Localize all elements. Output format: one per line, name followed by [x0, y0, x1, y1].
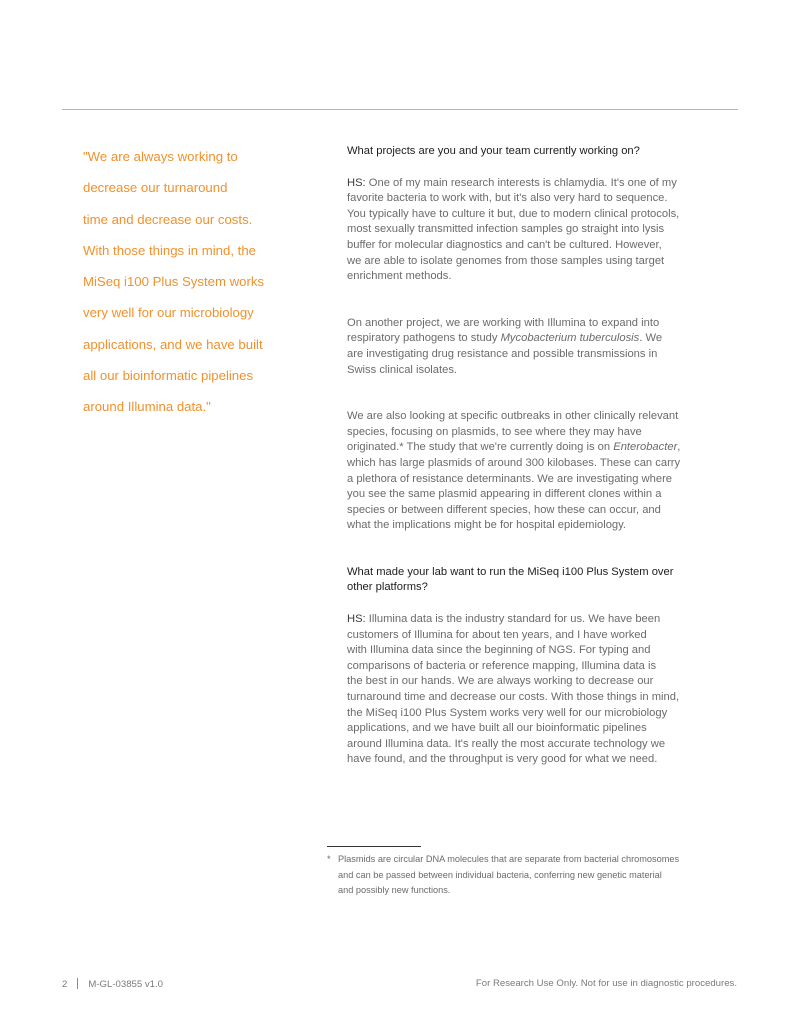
page-number: 2 — [62, 979, 68, 990]
footnote-line: Plasmids are circular DNA molecules that are separate from bacterial chromosomes — [338, 854, 680, 864]
genus-name: Enterobacter — [613, 441, 678, 454]
question-2 — [347, 565, 727, 596]
footer-disclaimer: For Research Use Only. Not for use in diagnostic procedures. — [475, 978, 737, 989]
answer-line: species or between different species, how these can occur, and — [347, 503, 661, 516]
answer-line: buffer for molecular diagnostics and can't be cultured. However, — [347, 238, 662, 251]
answer-line: with Illumina data since the beginning of NGS. For typing and — [347, 644, 651, 657]
answer-line: the MiSeq i100 Plus System works very well for our microbiology — [347, 706, 668, 719]
answer-line: the best in our hands. We are always working to decrease our — [347, 675, 654, 688]
footnote-line: and can be passed between individual bacteria, conferring new genetic material — [338, 869, 662, 880]
top-rule — [62, 109, 738, 110]
answer-line: species, focusing on plasmids, to see where they may have — [347, 425, 642, 438]
pull-quote — [83, 141, 298, 423]
answer-line: customers of Illumina for about ten years, and I have worked — [347, 628, 647, 641]
species-name: Mycobacterium tuberculosis — [500, 332, 640, 345]
answer-line: most sexually transmitted infection samples go straight into lysis — [347, 223, 665, 236]
footer-separator — [77, 978, 78, 989]
answer-line: enrichment methods. — [347, 270, 452, 283]
answer-line: we are able to isolate genomes from those samples using target — [347, 254, 665, 267]
answer-line: turnaround time and decrease our costs. With those things in mind, — [347, 691, 680, 704]
answer-line: comparisons of bacteria or reference mapping, Illumina data is — [347, 659, 657, 672]
answer-line: We are also looking at specific outbreaks in other clinically relevant — [347, 410, 679, 423]
answer-line: around Illumina data. It's really the most accurate technology we — [347, 737, 666, 750]
footnote — [327, 852, 747, 899]
answer-line: what the implications might be for hospital epidemiology. — [347, 519, 627, 532]
answer-line: favorite bacteria to work with, but it's also very hard to sequence. — [347, 192, 668, 205]
pull-quote-line: time and decrease our costs. — [83, 211, 253, 227]
answer-line: One of my main research interests is chlamydia. It's one of my — [365, 176, 677, 189]
answer-line: You typically have to culture it but, due to modern clinical protocols, — [347, 207, 680, 220]
answer-line: , — [677, 441, 681, 454]
pull-quote-line: decrease our turnaround — [83, 180, 228, 196]
pull-quote-line: With those things in mind, the — [83, 242, 256, 258]
answer-line: applications, and we have built all our bioinformatic pipelines — [347, 722, 647, 735]
answer-line: respiratory pathogens to study — [347, 332, 501, 345]
answer-line: Swiss clinical isolates. — [347, 363, 458, 376]
question-line: What made your lab want to run the MiSeq i100 Plus System over — [347, 565, 674, 578]
pull-quote-line: MiSeq i100 Plus System works — [83, 274, 265, 290]
answer-line: you see the same plasmid appearing in different clones within a — [347, 488, 662, 501]
answer-line: Illumina data is the industry standard for us. We have been — [365, 613, 661, 626]
footnote-line: and possibly new functions. — [338, 885, 451, 896]
question-line: other platforms? — [347, 581, 428, 594]
footnote-mark: * — [327, 854, 331, 864]
answer-4 — [347, 612, 727, 768]
answer-2 — [347, 316, 727, 378]
answer-3 — [347, 409, 727, 534]
pull-quote-line: "We are always working to — [83, 149, 238, 164]
speaker-label: HS: — [347, 176, 366, 189]
answer-line: On another project, we are working with Illumina to expand into — [347, 316, 660, 329]
answer-line: have found, and the throughput is very good for what we need. — [347, 753, 658, 766]
footer-left — [62, 978, 163, 990]
answer-1 — [347, 176, 727, 285]
answer-line: are investigating drug resistance and possible transmissions in — [347, 347, 658, 360]
interview-body — [347, 144, 727, 768]
answer-line: originated.* The study that we're currently doing is on — [347, 441, 614, 454]
answer-line: a plethora of resistance determinants. We are investigating where — [347, 472, 673, 485]
pull-quote-line: all our bioinformatic pipelines — [83, 368, 254, 384]
question-1: What projects are you and your team currently working on? — [347, 145, 640, 157]
pull-quote-line: applications, and we have built — [83, 336, 263, 352]
speaker-label: HS: — [347, 613, 366, 626]
pull-quote-line: around Illumina data." — [83, 399, 211, 415]
pull-quote-line: very well for our microbiology — [83, 305, 254, 321]
answer-line: . We — [639, 332, 663, 345]
footnote-rule — [327, 846, 421, 847]
answer-line: which has large plasmids of around 300 kilobases. These can carry — [347, 456, 681, 469]
document-id: M-GL-03855 v1.0 — [88, 979, 163, 990]
